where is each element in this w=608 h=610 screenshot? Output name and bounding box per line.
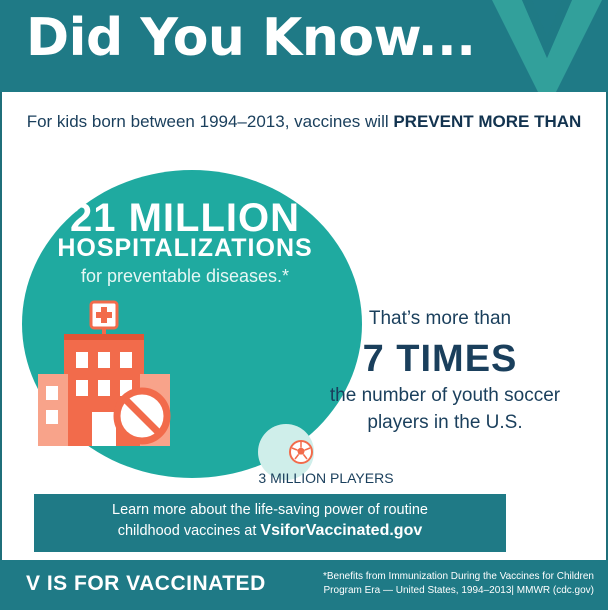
stat-number: 21 MILLION — [69, 196, 301, 240]
header-banner — [0, 0, 608, 92]
cta-line-1: Learn more about the life-saving power of routine — [112, 502, 428, 518]
cta-link[interactable]: VsiforVaccinated.gov — [260, 522, 423, 539]
comparison-multiplier: 7 TIMES — [362, 338, 518, 380]
stat-label: HOSPITALIZATIONS — [57, 234, 313, 262]
footer-title: V IS FOR VACCINATED — [26, 572, 266, 595]
prohibited-icon — [112, 386, 172, 446]
intro-lead: For kids born between 1994–2013, vaccines will — [26, 112, 394, 131]
footnote: *Benefits from Immunization During the Vaccines for Children Program Era — United States, 1994–2013| MMWR (cdc.gov) — [322, 571, 594, 596]
cta-prefix: childhood vaccines at — [117, 523, 261, 539]
cta-box — [34, 494, 506, 552]
soccer-ball-icon — [289, 440, 313, 464]
comparison-detail: the number of youth soccer players in the U.S. — [329, 385, 561, 433]
page-title: Did You Know... — [26, 8, 476, 68]
stat-sub: for preventable diseases.* — [80, 266, 290, 286]
cta-line-2 — [34, 522, 506, 540]
v-logo-icon — [492, 0, 602, 92]
players-count: 3 MILLION PLAYERS — [258, 470, 394, 486]
intro-emphasis: PREVENT MORE THAN — [393, 112, 582, 131]
intro-text — [0, 112, 608, 132]
footer-banner — [0, 560, 608, 610]
comparison-lead: That’s more than — [368, 308, 512, 329]
